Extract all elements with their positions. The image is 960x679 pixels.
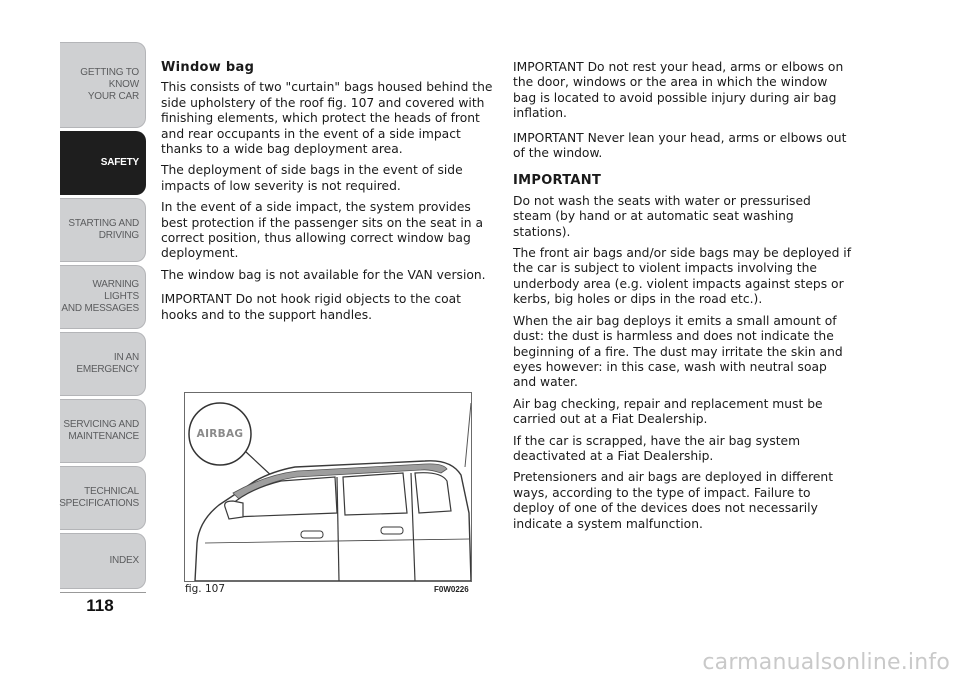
paragraph: The deployment of side bags in the event of side impacts of low severity is not required. bbox=[161, 163, 463, 193]
paragraph: IMPORTANT Do not rest your head, arms or elbows on the door, windows or the area in which the window bag is located to avoid possible injury during air bag inflation. bbox=[513, 60, 844, 121]
paragraph: The front air bags and/or side bags may be deployed if the car is subject to violent impacts involving the underbody area (e.g. violent impacts against steps or kerbs, big holes or dips in the road etc.). bbox=[513, 246, 852, 307]
section-heading-important: IMPORTANT bbox=[513, 173, 602, 189]
paragraph: IMPORTANT Do not hook rigid objects to the coat hooks and to the support handles. bbox=[161, 292, 461, 322]
watermark: carmanualsonline.info bbox=[702, 650, 950, 675]
tab-label: INDEX bbox=[109, 555, 139, 566]
paragraph: In the event of a side impact, the system provides best protection if the passenger sits on the seat in a correct position, thus allowing correct window bag deployment. bbox=[161, 200, 483, 261]
paragraph: Air bag checking, repair and replacement must be carried out at a Fiat Dealership. bbox=[513, 396, 823, 427]
tab-label: TECHNICAL SPECIFICATIONS bbox=[59, 486, 139, 509]
tab-label: WARNING LIGHTS AND MESSAGES bbox=[61, 279, 139, 314]
tab-label: IN AN EMERGENCY bbox=[76, 352, 139, 375]
section-heading-window-bag: Window bag bbox=[161, 60, 255, 75]
left-column bbox=[161, 60, 496, 329]
tab-warning-lights[interactable] bbox=[60, 265, 146, 329]
paragraph: IMPORTANT Never lean your head, arms or elbows out of the window. bbox=[513, 130, 847, 161]
tab-in-an-emergency[interactable] bbox=[60, 332, 146, 396]
page-number: 118 bbox=[86, 596, 114, 615]
page-number-divider bbox=[60, 592, 146, 593]
tab-index[interactable] bbox=[60, 533, 146, 589]
figure-code: F0W0226 bbox=[434, 585, 469, 594]
tab-starting-and-driving[interactable] bbox=[60, 198, 146, 262]
right-column bbox=[513, 60, 853, 538]
tab-label: GETTING TO KNOW YOUR CAR bbox=[80, 67, 139, 102]
tab-label: STARTING AND DRIVING bbox=[68, 218, 139, 241]
tab-getting-to-know[interactable] bbox=[60, 42, 146, 128]
tab-safety[interactable] bbox=[60, 131, 146, 195]
paragraph: Pretensioners and air bags are deployed in different ways, according to the type of impact. Failure to deploy of one of the devices does not necessarily indicate a system malfunction. bbox=[513, 470, 834, 531]
figure-window-bag bbox=[184, 392, 472, 582]
car-side-illustration bbox=[185, 393, 471, 581]
paragraph: This consists of two "curtain" bags housed behind the side upholstery of the roof fig. 107 and covered with finishing elements, which protect the heads of front and rear occupants in the event of a side impact thanks to a wide bag deployment area. bbox=[161, 80, 493, 157]
paragraph: The window bag is not available for the VAN version. bbox=[161, 267, 486, 282]
paragraph: Do not wash the seats with water or pressurised steam (by hand or at automatic seat washing stations). bbox=[513, 193, 811, 239]
paragraph: When the air bag deploys it emits a small amount of dust: the dust is harmless and does not indicate the beginning of a fire. The dust may irritate the skin and eyes however: in this case, wash with neutral soap and water. bbox=[513, 313, 843, 390]
tab-technical-specifications[interactable] bbox=[60, 466, 146, 530]
figure-label: fig. 107 bbox=[185, 583, 225, 595]
tab-servicing[interactable] bbox=[60, 399, 146, 463]
tab-label: SAFETY bbox=[100, 157, 139, 168]
paragraph: If the car is scrapped, have the air bag system deactivated at a Fiat Dealership. bbox=[513, 433, 801, 463]
airbag-badge-text: AIRBAG bbox=[196, 428, 244, 440]
tab-label: SERVICING AND MAINTENANCE bbox=[63, 419, 139, 442]
